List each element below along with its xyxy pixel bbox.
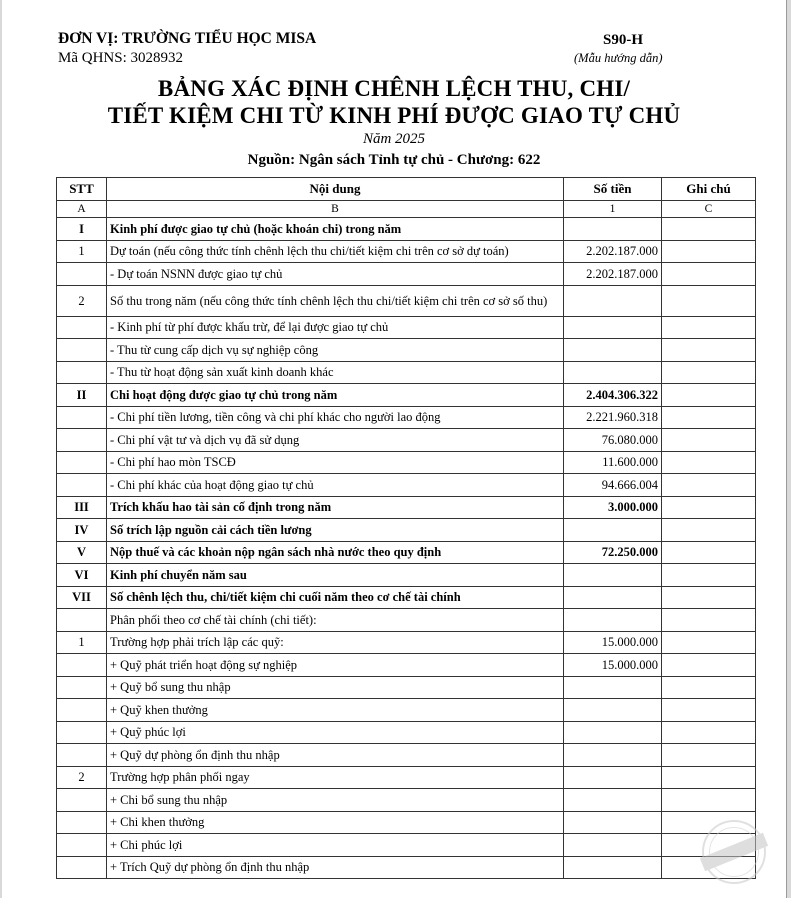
- row-stt: II: [57, 384, 107, 407]
- row-amount: [564, 218, 662, 241]
- row-amount: 2.202.187.000: [564, 263, 662, 286]
- row-amount: 3.000.000: [564, 496, 662, 519]
- row-note: [662, 263, 756, 286]
- report-title-line1: BẢNG XÁC ĐỊNH CHÊNH LỆCH THU, CHI/: [157, 76, 631, 101]
- row-content: + Chi bổ sung thu nhập: [107, 789, 564, 812]
- table-row: [57, 721, 756, 744]
- report-table: [56, 177, 756, 879]
- row-note: [662, 541, 756, 564]
- row-amount: [564, 699, 662, 722]
- row-content: Kinh phí chuyển năm sau: [107, 564, 564, 587]
- form-note: (Mẫu hướng dẫn): [574, 51, 663, 65]
- row-stt: [57, 699, 107, 722]
- table-row: [57, 564, 756, 587]
- row-note: [662, 721, 756, 744]
- row-note: [662, 519, 756, 542]
- table-row: [57, 218, 756, 241]
- row-content: Trường hợp phải trích lập các quỹ:: [107, 631, 564, 654]
- row-note: [662, 384, 756, 407]
- row-amount: [564, 339, 662, 362]
- table-row: [57, 856, 756, 879]
- row-note: [662, 744, 756, 767]
- row-content: - Kinh phí từ phí được khấu trừ, để lại được giao tự chủ: [107, 316, 564, 339]
- row-note: [662, 218, 756, 241]
- row-amount: 2.202.187.000: [564, 240, 662, 263]
- row-content: - Chi phí hao mòn TSCĐ: [107, 451, 564, 474]
- col-header-note: Ghi chú: [662, 178, 756, 201]
- row-content: Số trích lập nguồn cải cách tiền lương: [107, 519, 564, 542]
- col-header-stt: STT: [57, 178, 107, 201]
- row-amount: 94.666.004: [564, 474, 662, 497]
- row-stt: [57, 339, 107, 362]
- row-note: [662, 361, 756, 384]
- row-stt: 1: [57, 240, 107, 263]
- table-row: [57, 609, 756, 632]
- row-note: [662, 285, 756, 316]
- row-stt: [57, 654, 107, 677]
- row-content: + Trích Quỹ dự phòng ổn định thu nhập: [107, 856, 564, 879]
- row-stt: 2: [57, 766, 107, 789]
- table-row: [57, 676, 756, 699]
- table-row: [57, 316, 756, 339]
- table-code-row: [57, 201, 756, 218]
- row-amount: 72.250.000: [564, 541, 662, 564]
- row-note: [662, 339, 756, 362]
- table-row: [57, 766, 756, 789]
- row-note: [662, 316, 756, 339]
- table-row: [57, 631, 756, 654]
- row-stt: [57, 856, 107, 879]
- row-amount: [564, 519, 662, 542]
- row-note: [662, 631, 756, 654]
- row-stt: [57, 789, 107, 812]
- row-stt: V: [57, 541, 107, 564]
- row-amount: [564, 361, 662, 384]
- row-amount: 76.080.000: [564, 429, 662, 452]
- row-amount: 2.221.960.318: [564, 406, 662, 429]
- row-stt: [57, 361, 107, 384]
- table-row: [57, 285, 756, 316]
- row-note: [662, 699, 756, 722]
- table-row: [57, 406, 756, 429]
- report-source: Nguồn: Ngân sách Tỉnh tự chủ - Chương: 622: [247, 152, 541, 168]
- row-note: [662, 406, 756, 429]
- row-amount: [564, 766, 662, 789]
- table-row: [57, 744, 756, 767]
- table-row: [57, 519, 756, 542]
- table-row: [57, 789, 756, 812]
- row-content: Nộp thuế và các khoản nộp ngân sách nhà nước theo quy định: [107, 541, 564, 564]
- row-note: [662, 676, 756, 699]
- row-stt: [57, 474, 107, 497]
- row-amount: [564, 744, 662, 767]
- row-amount: [564, 564, 662, 587]
- table-row: [57, 384, 756, 407]
- row-amount: 15.000.000: [564, 654, 662, 677]
- row-content: Dự toán (nếu công thức tính chênh lệch thu chi/tiết kiệm chi trên cơ sở dự toán): [107, 240, 564, 263]
- row-note: [662, 474, 756, 497]
- col-code-content: B: [107, 201, 564, 218]
- col-code-stt: A: [57, 201, 107, 218]
- table-row: [57, 263, 756, 286]
- table-row: [57, 699, 756, 722]
- row-note: [662, 429, 756, 452]
- row-content: - Dự toán NSNN được giao tự chủ: [107, 263, 564, 286]
- row-note: [662, 789, 756, 812]
- row-content: + Chi khen thưởng: [107, 811, 564, 834]
- row-stt: [57, 811, 107, 834]
- row-stt: I: [57, 218, 107, 241]
- row-stt: [57, 744, 107, 767]
- row-content: + Quỹ phát triển hoạt động sự nghiệp: [107, 654, 564, 677]
- row-amount: [564, 856, 662, 879]
- report-page: [2, 0, 787, 898]
- row-content: - Chi phí vật tư và dịch vụ đã sử dụng: [107, 429, 564, 452]
- row-amount: [564, 834, 662, 857]
- table-row: [57, 496, 756, 519]
- row-amount: [564, 586, 662, 609]
- row-stt: [57, 263, 107, 286]
- row-content: Kinh phí được giao tự chủ (hoặc khoán chi) trong năm: [107, 218, 564, 241]
- row-content: + Chi phúc lợi: [107, 834, 564, 857]
- row-content: Số chênh lệch thu, chi/tiết kiệm chi cuối năm theo cơ chế tài chính: [107, 586, 564, 609]
- table-row: [57, 339, 756, 362]
- row-note: [662, 766, 756, 789]
- report-title-line2: TIẾT KIỆM CHI TỪ KINH PHÍ ĐƯỢC GIAO TỰ CHỦ: [107, 103, 681, 128]
- row-stt: [57, 721, 107, 744]
- row-stt: 1: [57, 631, 107, 654]
- row-stt: IV: [57, 519, 107, 542]
- row-stt: [57, 676, 107, 699]
- row-content: + Quỹ khen thưởng: [107, 699, 564, 722]
- col-code-note: C: [662, 201, 756, 218]
- row-stt: VI: [57, 564, 107, 587]
- watermark-seal-icon: [702, 820, 766, 884]
- table-row: [57, 361, 756, 384]
- row-amount: [564, 609, 662, 632]
- row-note: [662, 496, 756, 519]
- col-code-amount: 1: [564, 201, 662, 218]
- row-content: + Quỹ dự phòng ổn định thu nhập: [107, 744, 564, 767]
- row-amount: 15.000.000: [564, 631, 662, 654]
- table-row: [57, 811, 756, 834]
- row-stt: [57, 406, 107, 429]
- row-content: Trường hợp phân phối ngay: [107, 766, 564, 789]
- row-note: [662, 586, 756, 609]
- table-row: [57, 586, 756, 609]
- row-content: + Quỹ phúc lợi: [107, 721, 564, 744]
- row-amount: [564, 789, 662, 812]
- table-row: [57, 474, 756, 497]
- row-stt: VII: [57, 586, 107, 609]
- row-content: Chi hoạt động được giao tự chủ trong năm: [107, 384, 564, 407]
- row-stt: [57, 834, 107, 857]
- row-content: - Chi phí khác của hoạt động giao tự chủ: [107, 474, 564, 497]
- table-row: [57, 834, 756, 857]
- row-stt: III: [57, 496, 107, 519]
- row-amount: 2.404.306.322: [564, 384, 662, 407]
- row-content: - Chi phí tiền lương, tiền công và chi phí khác cho người lao động: [107, 406, 564, 429]
- row-content: Phân phối theo cơ chế tài chính (chi tiết):: [107, 609, 564, 632]
- table-row: [57, 654, 756, 677]
- row-stt: [57, 429, 107, 452]
- row-note: [662, 654, 756, 677]
- row-note: [662, 609, 756, 632]
- form-code: S90-H: [603, 32, 644, 48]
- row-stt: [57, 609, 107, 632]
- col-header-amount: Số tiền: [564, 178, 662, 201]
- row-amount: [564, 811, 662, 834]
- table-row: [57, 240, 756, 263]
- row-note: [662, 451, 756, 474]
- row-amount: 11.600.000: [564, 451, 662, 474]
- unit-name: ĐƠN VỊ: TRƯỜNG TIỂU HỌC MISA: [58, 30, 317, 47]
- row-content: - Thu từ cung cấp dịch vụ sự nghiệp công: [107, 339, 564, 362]
- table-row: [57, 429, 756, 452]
- row-content: - Thu từ hoạt động sản xuất kinh doanh khác: [107, 361, 564, 384]
- qhns-code: Mã QHNS: 3028932: [58, 50, 184, 66]
- row-content: + Quỹ bổ sung thu nhập: [107, 676, 564, 699]
- row-content: Trích khấu hao tài sản cố định trong năm: [107, 496, 564, 519]
- row-stt: 2: [57, 285, 107, 316]
- row-amount: [564, 721, 662, 744]
- row-amount: [564, 676, 662, 699]
- row-amount: [564, 316, 662, 339]
- row-note: [662, 564, 756, 587]
- col-header-content: Nội dung: [107, 178, 564, 201]
- row-content: Số thu trong năm (nếu công thức tính chênh lệch thu chi/tiết kiệm chi trên cơ sở số thu): [107, 285, 564, 316]
- table-row: [57, 541, 756, 564]
- row-stt: [57, 451, 107, 474]
- table-row: [57, 451, 756, 474]
- row-amount: [564, 285, 662, 316]
- row-stt: [57, 316, 107, 339]
- row-note: [662, 240, 756, 263]
- report-year: Năm 2025: [362, 131, 426, 147]
- table-header-row: [57, 178, 756, 201]
